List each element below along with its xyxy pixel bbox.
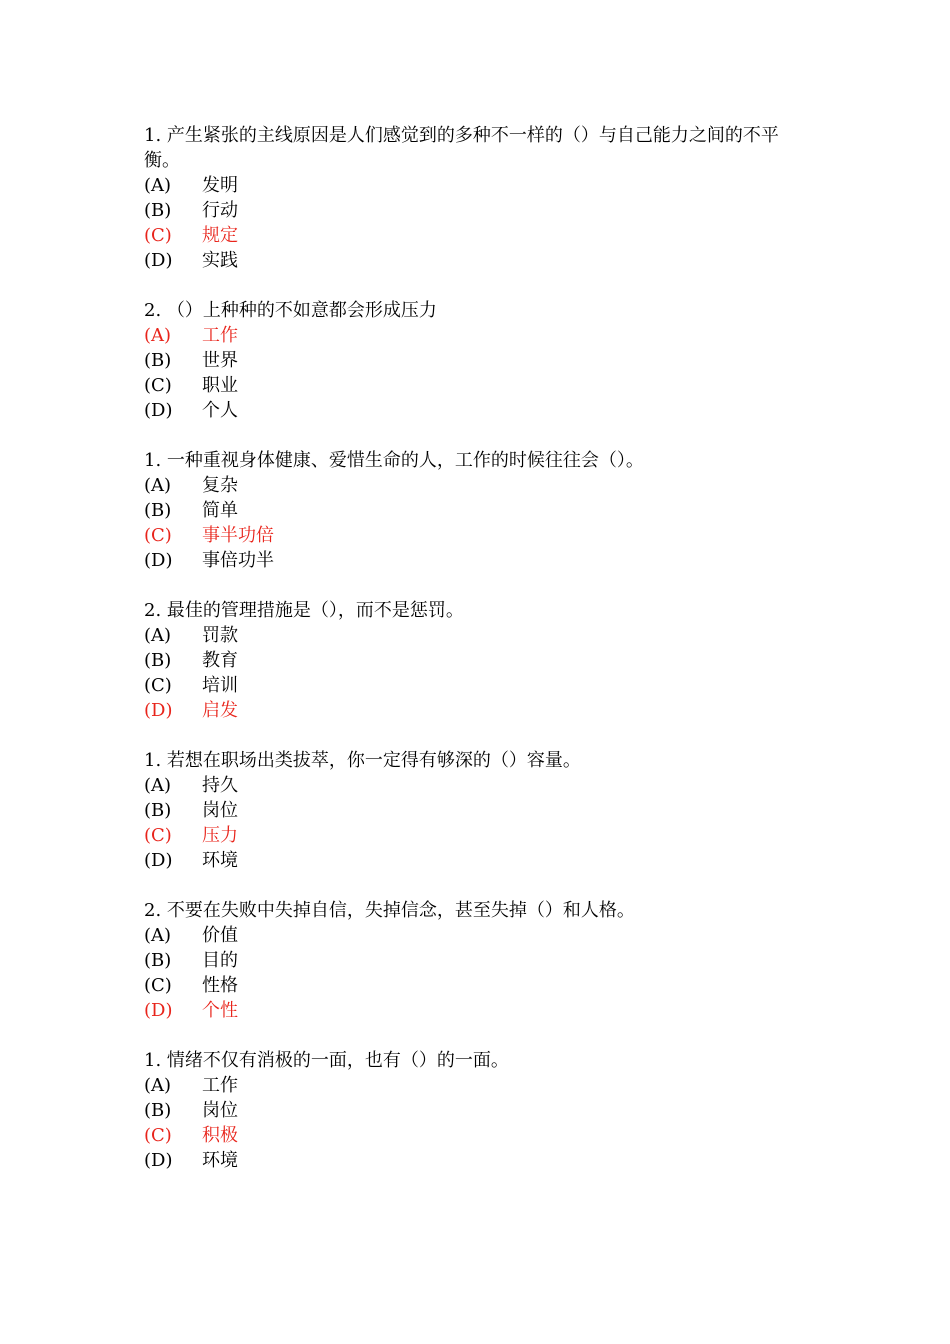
option [144,173,804,198]
option [144,648,804,673]
option [144,498,804,523]
option-text: 罚款 [202,625,238,646]
option [144,473,804,498]
question-block [144,898,804,1023]
option [144,673,804,698]
option-letter: (D) [144,550,173,571]
option-text: 岗位 [202,1100,238,1121]
option-correct [144,998,804,1023]
option-letter: (D) [144,700,173,721]
option-text: 环境 [202,1150,238,1171]
option [144,798,804,823]
option-text: 目的 [202,950,238,971]
option-text: 教育 [202,650,238,671]
question-stem: 2. 最佳的管理措施是（），而不是惩罚。 [144,600,464,621]
option-letter: (D) [144,250,173,271]
question-stem: 1. 若想在职场出类拔萃，你一定得有够深的（）容量。 [144,750,581,771]
option-text: 工作 [202,1075,238,1096]
option-letter: (A) [144,775,172,796]
option [144,848,804,873]
question-stem: 1. 产生紧张的主线原因是人们感觉到的多种不一样的（）与自己能力之间的不平衡。 [144,125,779,171]
option-text: 价值 [202,925,238,946]
question-block [144,448,804,573]
option-letter: (C) [144,525,172,546]
option-text: 事倍功半 [202,550,274,571]
option-letter: (D) [144,850,173,871]
option-letter: (B) [144,350,172,371]
option-text: 启发 [202,700,238,721]
option-text: 事半功倍 [202,525,274,546]
option [144,623,804,648]
option-text: 岗位 [202,800,238,821]
option-text: 性格 [202,975,238,996]
option [144,1148,804,1173]
option-letter: (C) [144,975,172,996]
option [144,548,804,573]
option-text: 个性 [202,1000,238,1021]
option-text: 个人 [202,400,238,421]
option [144,398,804,423]
option-text: 持久 [202,775,238,796]
option-text: 环境 [202,850,238,871]
option [144,248,804,273]
question-block [144,598,804,723]
option-letter: (B) [144,200,172,221]
option [144,948,804,973]
option-text: 行动 [202,200,238,221]
option [144,1073,804,1098]
option-letter: (B) [144,800,172,821]
option-letter: (B) [144,1100,172,1121]
option-text: 规定 [202,225,238,246]
question-block [144,1048,804,1173]
option-text: 世界 [202,350,238,371]
option [144,373,804,398]
question-stem: 1. 一种重视身体健康、爱惜生命的人，工作的时候往往会（）。 [144,450,644,471]
option [144,198,804,223]
option-text: 压力 [202,825,238,846]
option-letter: (C) [144,375,172,396]
option-text: 职业 [202,375,238,396]
option [144,1098,804,1123]
option [144,973,804,998]
option-letter: (B) [144,950,172,971]
option-text: 发明 [202,175,238,196]
option [144,773,804,798]
option-letter: (A) [144,1075,172,1096]
option-letter: (C) [144,1125,172,1146]
option-letter: (D) [144,1150,173,1171]
option-letter: (A) [144,325,172,346]
option-correct [144,698,804,723]
option-letter: (C) [144,675,172,696]
question-stem: 2. 不要在失败中失掉自信，失掉信念，甚至失掉（）和人格。 [144,900,635,921]
question-stem: 2. （）上种种的不如意都会形成压力 [144,300,437,321]
question-block [144,123,804,273]
option-text: 积极 [202,1125,238,1146]
question-block [144,298,804,423]
option-correct [144,1123,804,1148]
option-text: 工作 [202,325,238,346]
option-text: 简单 [202,500,238,521]
option-letter: (C) [144,225,172,246]
option-letter: (B) [144,500,172,521]
option-letter: (D) [144,1000,173,1021]
option-correct [144,523,804,548]
option-correct [144,323,804,348]
option-letter: (A) [144,925,172,946]
option-text: 复杂 [202,475,238,496]
option-letter: (D) [144,400,173,421]
option-letter: (A) [144,625,172,646]
option-text: 培训 [202,675,238,696]
option-correct [144,223,804,248]
option-correct [144,823,804,848]
option-letter: (A) [144,175,172,196]
option [144,348,804,373]
option-letter: (C) [144,825,172,846]
quiz-document [144,123,804,1198]
option-text: 实践 [202,250,238,271]
option-letter: (B) [144,650,172,671]
question-block [144,748,804,873]
option-letter: (A) [144,475,172,496]
question-stem: 1. 情绪不仅有消极的一面，也有（）的一面。 [144,1050,509,1071]
option [144,923,804,948]
